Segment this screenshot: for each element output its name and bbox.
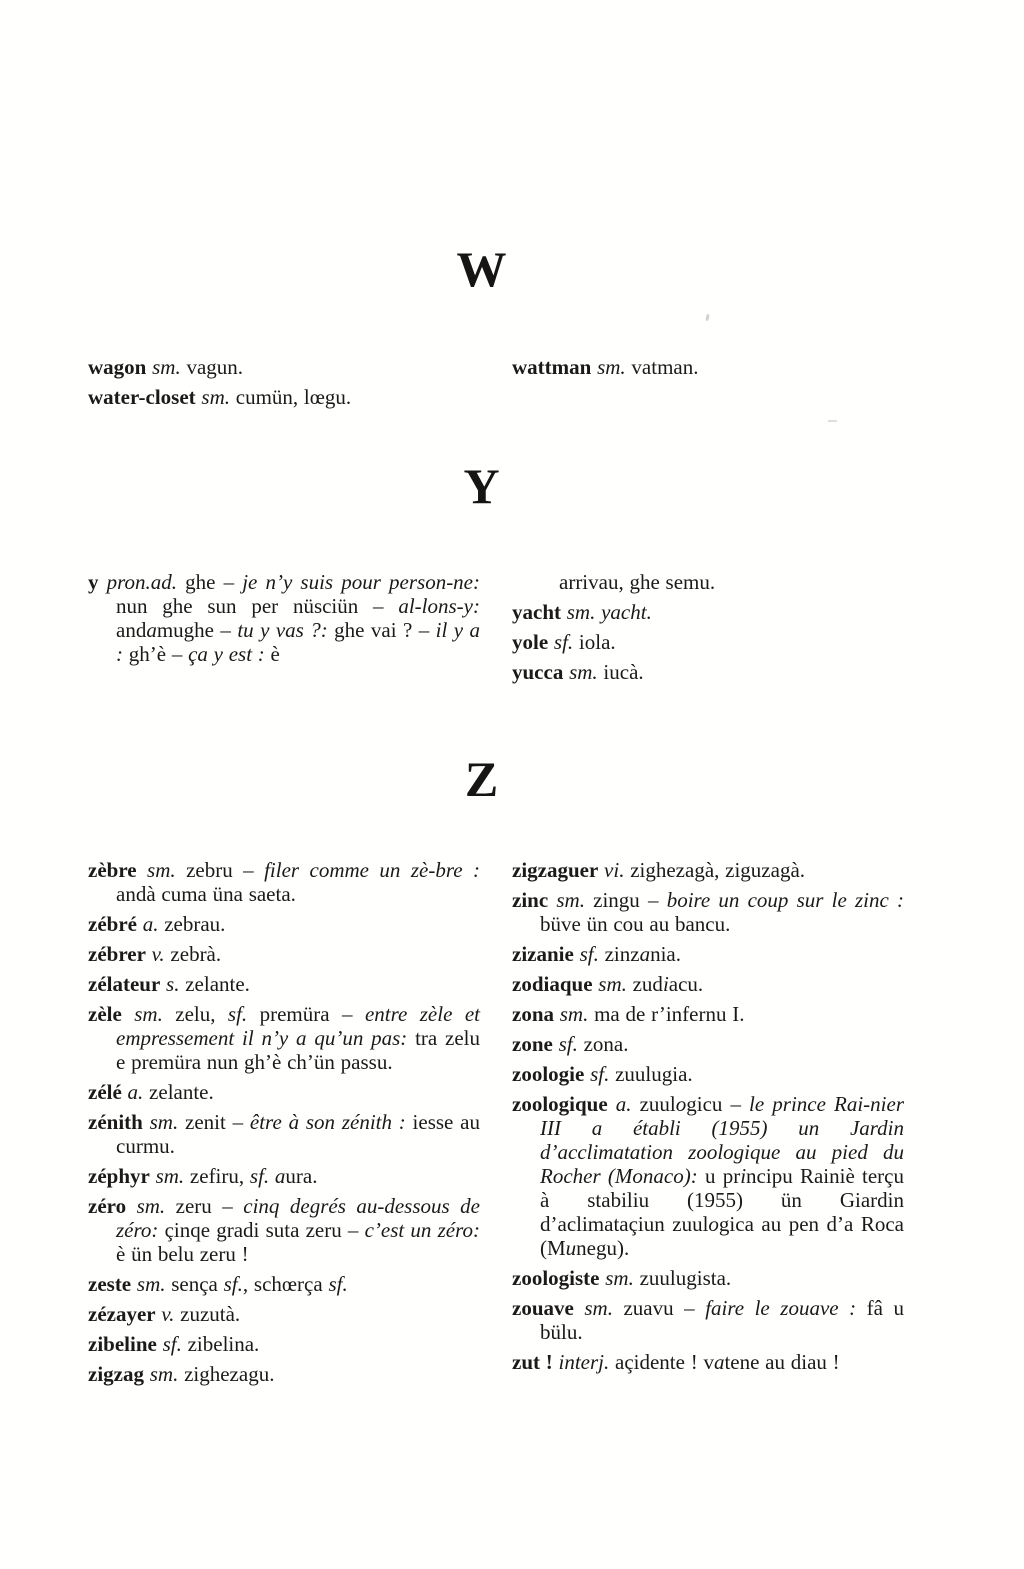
italic-text: sm. — [147, 858, 176, 882]
plain-text: zuzutà. — [174, 1302, 241, 1326]
italic-text: faire le zouave : — [705, 1296, 857, 1320]
italic-text: sf. — [223, 1272, 243, 1296]
entry-zebre — [88, 858, 480, 906]
headword: zouave — [512, 1296, 574, 1320]
column-w-right — [512, 355, 904, 415]
headword: zéro — [88, 1194, 127, 1218]
headword: zut ! — [512, 1350, 553, 1374]
plain-text: and — [116, 618, 147, 642]
headword: zélé — [88, 1080, 122, 1104]
headword: zélateur — [88, 972, 161, 996]
plain-text: zuulugista. — [633, 1266, 732, 1290]
entry-zephyr — [88, 1164, 480, 1188]
italic-text: sm. — [559, 1002, 589, 1026]
columns-z — [88, 858, 904, 1392]
plain-text: zelante. — [179, 972, 250, 996]
italic-text: sm. — [584, 1296, 613, 1320]
plain-text — [126, 1194, 136, 1218]
entry-zele-adj — [88, 1080, 480, 1104]
plain-text: , schœrça — [242, 1272, 329, 1296]
plain-text: zinz — [598, 942, 640, 966]
plain-text: è ün belu zeru ! — [116, 1242, 249, 1266]
headword: zébré — [88, 912, 137, 936]
plain-text: gicu – — [686, 1092, 750, 1116]
plain-text — [574, 1296, 585, 1320]
italic-text: interj. — [558, 1350, 610, 1374]
plain-text — [143, 1110, 150, 1134]
entry-zigzaguer — [512, 858, 904, 882]
entry-zenith — [88, 1110, 480, 1158]
italic-text: il y a : — [116, 618, 480, 666]
italic-text: sm. — [566, 600, 596, 624]
italic-text: sm. — [569, 660, 598, 684]
entry-zinc — [512, 888, 904, 936]
plain-text: ncipu Rainiè terçu à stabiliu (1955) ün Giardin d’aclimataçiun zuul — [540, 1164, 904, 1236]
headword: yucca — [512, 660, 564, 684]
plain-text: ghe vai ? – — [327, 618, 436, 642]
plain-text: gh’è – — [123, 642, 189, 666]
italic-text: filer comme un zè-bre : — [264, 858, 480, 882]
plain-text: vatman. — [625, 355, 699, 379]
plain-text: zebrà. — [164, 942, 222, 966]
italic-text: i — [662, 972, 669, 996]
italic-text: sm. — [134, 1002, 163, 1026]
section-w — [88, 241, 904, 415]
entry-wagon — [88, 355, 480, 379]
column-z-left — [88, 858, 480, 1392]
plain-text: fâ u bülu. — [540, 1296, 904, 1344]
plain-text: zibelina. — [181, 1332, 260, 1356]
plain-text: zebru – — [175, 858, 265, 882]
headword: zèbre — [88, 858, 137, 882]
headword: zébrer — [88, 942, 146, 966]
section-z — [88, 751, 905, 1392]
plain-text: büve ün cou au bancu. — [540, 912, 731, 936]
plain-text: zelu, — [162, 1002, 228, 1026]
column-w-left — [88, 355, 480, 415]
italic-text: sm. — [201, 385, 230, 409]
italic-text: pron.ad. — [106, 570, 178, 594]
italic-text: tu y vas ?: — [237, 618, 328, 642]
entry-yucca — [512, 660, 904, 684]
italic-text: boire un coup sur le zinc : — [666, 888, 905, 912]
headword: zodiaque — [512, 972, 593, 996]
italic-text: yacht. — [601, 600, 652, 624]
entry-zoologiste — [512, 1266, 904, 1290]
entry-y-continuation — [512, 570, 904, 594]
headword: zénith — [88, 1110, 143, 1134]
italic-text: entre zèle et empressement il n’y a qu’un pas: — [116, 1002, 480, 1050]
headword: zoologiste — [512, 1266, 600, 1290]
section-letter-y: Y — [463, 458, 501, 514]
entry-zoologie — [512, 1062, 904, 1086]
headword: zigzaguer — [512, 858, 599, 882]
entry-zero — [88, 1194, 480, 1266]
plain-text: gica au pen d’a Roca (M — [540, 1212, 904, 1260]
headword: zoologique — [512, 1092, 608, 1116]
entry-zezayer — [88, 1302, 480, 1326]
plain-text: zuul — [631, 1092, 676, 1116]
italic-text: a. — [615, 1092, 632, 1116]
entry-yacht — [512, 600, 904, 624]
plain-text: premüra – — [247, 1002, 365, 1026]
entry-y — [88, 570, 480, 666]
plain-text — [137, 858, 147, 882]
italic-text: v. — [161, 1302, 175, 1326]
entry-zoologique — [512, 1092, 904, 1260]
entry-zibeline — [88, 1332, 480, 1356]
section-y — [88, 458, 904, 690]
plain-text: nun ghe sun per nüsciün – — [116, 594, 399, 618]
italic-text: sf. — [162, 1332, 182, 1356]
plain-text: çinqe gradi suta zeru – — [158, 1218, 365, 1242]
entry-water-closet — [88, 385, 480, 409]
plain-text: zuavu – — [612, 1296, 706, 1320]
headword: zézayer — [88, 1302, 156, 1326]
plain-text: zud — [626, 972, 663, 996]
italic-text: a — [639, 942, 651, 966]
italic-text: sf. — [249, 1164, 270, 1188]
headword: zizanie — [512, 942, 574, 966]
plain-text — [608, 1092, 616, 1116]
column-z-right — [512, 858, 904, 1392]
headword: yole — [512, 630, 549, 654]
entry-zeste — [88, 1272, 480, 1296]
italic-text: v. — [151, 942, 165, 966]
italic-text: sm. — [149, 1362, 179, 1386]
plain-text: ura. — [285, 1164, 318, 1188]
plain-text: zenit – — [178, 1110, 250, 1134]
columns-y — [88, 570, 904, 690]
headword: zone — [512, 1032, 553, 1056]
plain-text: zona. — [577, 1032, 629, 1056]
headword: zèle — [88, 1002, 122, 1026]
entry-wattman — [512, 355, 904, 379]
headword: zoologie — [512, 1062, 585, 1086]
italic-text: le prince Rai-nier III a établi (1955) un Jardin d’acclimatation zoologique au pied du Rocher (Monaco): — [540, 1092, 904, 1188]
italic-text: sm. — [152, 355, 181, 379]
plain-text: ma de r’infernu I. — [588, 1002, 745, 1026]
italic-text: sm. — [136, 1272, 166, 1296]
plain-text: zuulugia. — [609, 1062, 693, 1086]
plain-text: zefiru, — [184, 1164, 250, 1188]
italic-text: je n’y suis pour person-ne: — [242, 570, 480, 594]
entry-zigzag — [88, 1362, 480, 1386]
entry-zona — [512, 1002, 904, 1026]
headword: zinc — [512, 888, 549, 912]
plain-text: cumün, lœgu. — [230, 385, 352, 409]
italic-text: sm. — [136, 1194, 166, 1218]
italic-text: o — [675, 1092, 687, 1116]
entry-zouave — [512, 1296, 904, 1344]
section-letter-w: W — [456, 241, 508, 297]
italic-text: a — [146, 618, 157, 642]
plain-text: zebrau. — [158, 912, 226, 936]
plain-text: zelante. — [143, 1080, 214, 1104]
headword: zeste — [88, 1272, 132, 1296]
plain-text: zingu – — [584, 888, 667, 912]
headword: yacht — [512, 600, 561, 624]
italic-text: a — [274, 1164, 286, 1188]
italic-text: sm. — [605, 1266, 634, 1290]
plain-text: iola. — [573, 630, 616, 654]
italic-text: al-lons-y: — [398, 594, 480, 618]
headword: zéphyr — [88, 1164, 150, 1188]
headword: zigzag — [88, 1362, 144, 1386]
italic-text: sf. — [558, 1032, 578, 1056]
headword: wattman — [512, 355, 592, 379]
plain-text: zighezagà, ziguzagà. — [624, 858, 806, 882]
headword: zibeline — [88, 1332, 157, 1356]
italic-text: sm. — [556, 888, 585, 912]
scan-speck — [828, 420, 837, 422]
italic-text: sf. — [227, 1002, 248, 1026]
plain-text — [122, 1002, 134, 1026]
plain-text: iesse au curmu. — [116, 1110, 480, 1158]
plain-text: arrivau, ghe semu. — [559, 570, 716, 594]
columns-w — [88, 355, 904, 415]
italic-text: sf. — [579, 942, 599, 966]
headword: y — [88, 570, 99, 594]
italic-text: sm. — [155, 1164, 185, 1188]
plain-text: è — [264, 642, 280, 666]
italic-text: a — [713, 1350, 725, 1374]
italic-text: sm. — [597, 355, 626, 379]
italic-text: a. — [127, 1080, 144, 1104]
italic-text: sf. — [553, 630, 574, 654]
plain-text: açidente ! v — [609, 1350, 714, 1374]
entry-yole — [512, 630, 904, 654]
italic-text: u — [565, 1236, 577, 1260]
plain-text: sença — [165, 1272, 224, 1296]
entry-zebre-adj — [88, 912, 480, 936]
italic-text: a. — [142, 912, 159, 936]
italic-text: être à son zénith : — [249, 1110, 406, 1134]
italic-text: c’est un zéro: — [364, 1218, 480, 1242]
plain-text: zeru – — [165, 1194, 244, 1218]
plain-text: iucà. — [597, 660, 644, 684]
italic-text: sf. — [328, 1272, 348, 1296]
entry-zelateur — [88, 972, 480, 996]
plain-text: vagun. — [180, 355, 244, 379]
plain-text — [99, 570, 107, 594]
entry-zodiaque — [512, 972, 904, 996]
entry-zizanie — [512, 942, 904, 966]
plain-text: ghe – — [177, 570, 243, 594]
headword: zona — [512, 1002, 554, 1026]
italic-text: i — [740, 1164, 747, 1188]
entry-zut — [512, 1350, 904, 1374]
plain-text: zighezagu. — [178, 1362, 275, 1386]
column-y-left — [88, 570, 480, 690]
italic-text: sm. — [598, 972, 627, 996]
italic-text: sf. — [590, 1062, 610, 1086]
plain-text: tene au diau ! — [724, 1350, 840, 1374]
plain-text: tra zelu e premüra nun gh’è ch’ün passu. — [116, 1026, 481, 1074]
entry-zele — [88, 1002, 480, 1074]
entry-zebrer — [88, 942, 480, 966]
section-letter-z: Z — [464, 751, 500, 807]
headword: water-closet — [88, 385, 196, 409]
italic-text: cinq degrés au-dessous de zéro: — [116, 1194, 481, 1242]
plain-text: acu. — [668, 972, 704, 996]
entry-zone — [512, 1032, 904, 1056]
headword: wagon — [88, 355, 147, 379]
italic-text: s. — [166, 972, 180, 996]
italic-text: ça y est : — [188, 642, 265, 666]
italic-text: sm. — [149, 1110, 179, 1134]
italic-text: o — [708, 1212, 719, 1236]
column-y-right — [512, 570, 904, 690]
italic-text: vi. — [604, 858, 625, 882]
plain-text: mughe – — [156, 618, 238, 642]
plain-text: u pr — [697, 1164, 741, 1188]
plain-text: negu). — [576, 1236, 630, 1260]
plain-text: andà cuma üna saeta. — [116, 882, 296, 906]
plain-text: nia. — [650, 942, 681, 966]
